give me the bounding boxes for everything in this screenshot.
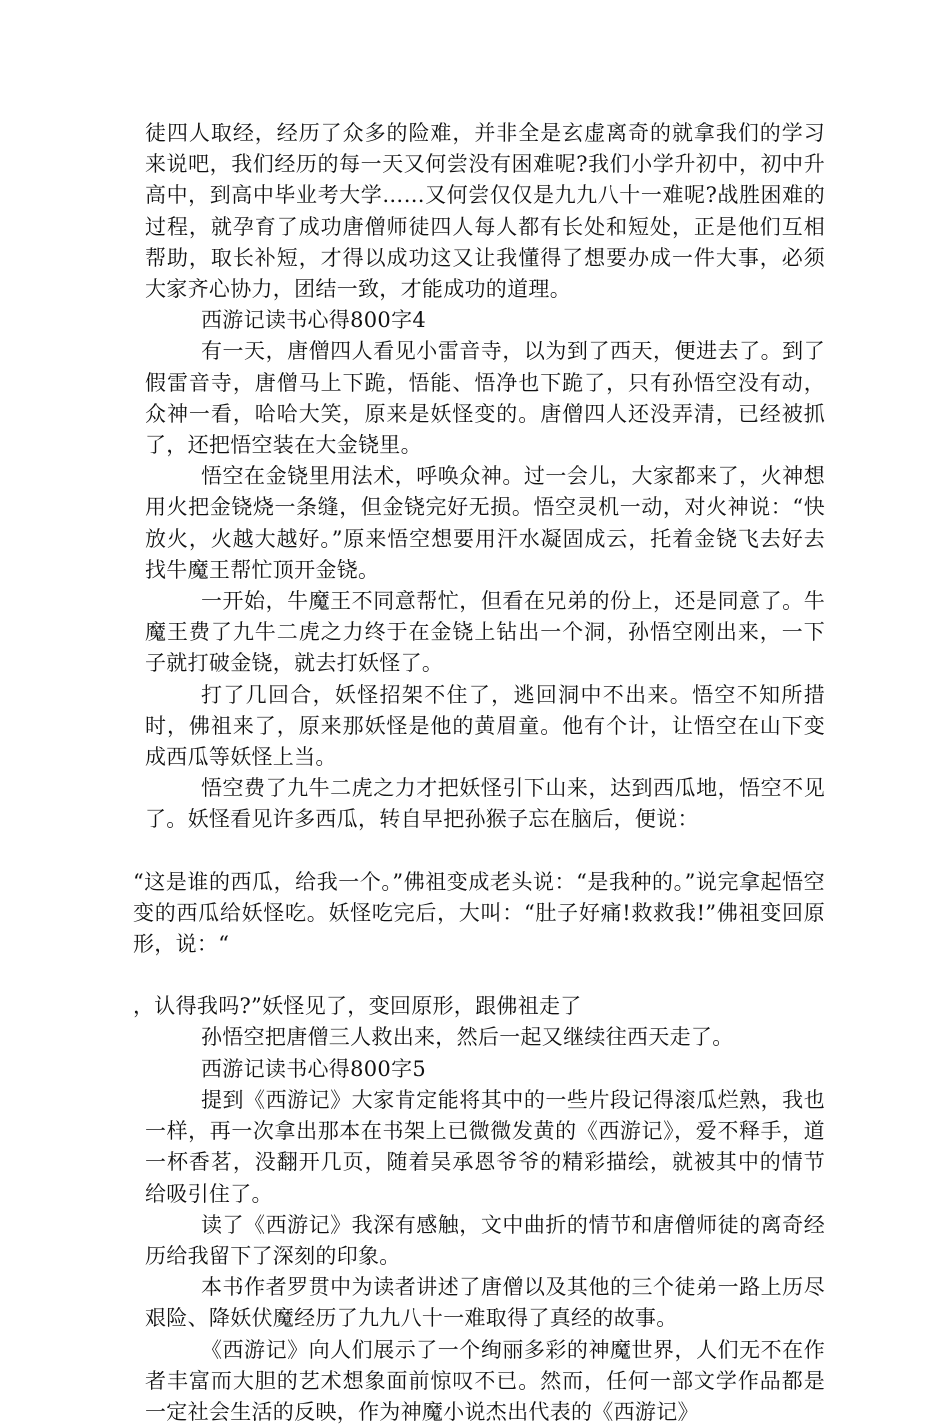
- paragraph-5: 一开始，牛魔王不同意帮忙，但看在兄弟的份上，还是同意了。牛魔王费了九牛二虎之力终于在金铙上钻出一个洞，孙悟空刚出来，一下子就打破金铙，就去打妖怪了。: [145, 589, 825, 676]
- paragraph-7: 悟空费了九牛二虎之力才把妖怪引下山来，达到西瓜地，悟空不见了。妖怪看见许多西瓜，转自早把孙猴子忘在脑后，便说：: [145, 776, 825, 832]
- paragraph-12: 提到《西游记》大家肯定能将其中的一些片段记得滚瓜烂熟，我也一样，再一次拿出那本在书架上已微微发黄的《西游记》，爱不释手，道一杯香茗，没翻开几页，随着吴承恩爷爷的精彩描绘，就被其中的情节给吸引住了。: [145, 1087, 825, 1206]
- paragraph-9: ，认得我吗?”妖怪见了，变回原形，跟佛祖走了: [133, 994, 582, 1019]
- paragraph-14: 本书作者罗贯中为读者讲述了唐僧以及其他的三个徒弟一路上历尽艰险、降妖伏魔经历了九九八十一难取得了真经的故事。: [145, 1275, 825, 1331]
- paragraph-8: “这是谁的西瓜，给我一个。”佛祖变成老头说：“是我种的。”说完拿起悟空变的西瓜给妖怪吃。妖怪吃完后，大叫：“肚子好痛!救救我!”佛祖变回原形，说：“: [133, 869, 825, 957]
- section-heading-5: 西游记读书心得800字5: [201, 1056, 427, 1081]
- paragraph-13: 读了《西游记》我深有感触，文中曲折的情节和唐僧师徒的离奇经历给我留下了深刻的印象。: [145, 1212, 825, 1268]
- paragraph-10: 孙悟空把唐僧三人救出来，然后一起又继续往西天走了。: [201, 1025, 734, 1050]
- document-body: [133, 118, 825, 1428]
- paragraph-6: 打了几回合，妖怪招架不住了，逃回洞中不出来。悟空不知所措时，佛祖来了，原来那妖怪是他的黄眉童。他有个计，让悟空在山下变成西瓜等妖怪上当。: [145, 682, 825, 770]
- paragraph-15: 《西游记》向人们展示了一个绚丽多彩的神魔世界，人们无不在作者丰富而大胆的艺术想象面前惊叹不已。然而，任何一部文学作品都是一定社会生活的反映，作为神魔小说杰出代表的《西游记》: [145, 1337, 825, 1424]
- paragraph-1: 徒四人取经，经历了众多的险难，并非全是玄虚离奇的就拿我们的学习来说吧，我们经历的每一天又何尝没有困难呢?我们小学升初中，初中升高中，到高中毕业考大学……又何尝仅仅是九九八十一难呢?战胜困难的过程，就孕育了成功唐僧师徒四人每人都有长处和短处，正是他们互相帮助，取长补短，才得以成功这又让我懂得了想要办成一件大事，必须大家齐心协力，团结一致，才能成功的道理。: [145, 121, 825, 302]
- paragraph-4: 悟空在金铙里用法术，呼唤众神。过一会儿，大家都来了，火神想用火把金铙烧一条缝，但金铙完好无损。悟空灵机一动，对火神说：“快放火，火越大越好。”原来悟空想要用汗水凝固成云，托着金铙飞去好去找牛魔王帮忙顶开金铙。: [145, 464, 825, 582]
- paragraph-3: 有一天，唐僧四人看见小雷音寺，以为到了西天，便进去了。到了假雷音寺，唐僧马上下跪，悟能、悟净也下跪了，只有孙悟空没有动，众神一看，哈哈大笑，原来是妖怪变的。唐僧四人还没弄清，已经被抓了，还把悟空装在大金铙里。: [145, 339, 825, 458]
- section-heading-4: 西游记读书心得800字4: [201, 308, 427, 333]
